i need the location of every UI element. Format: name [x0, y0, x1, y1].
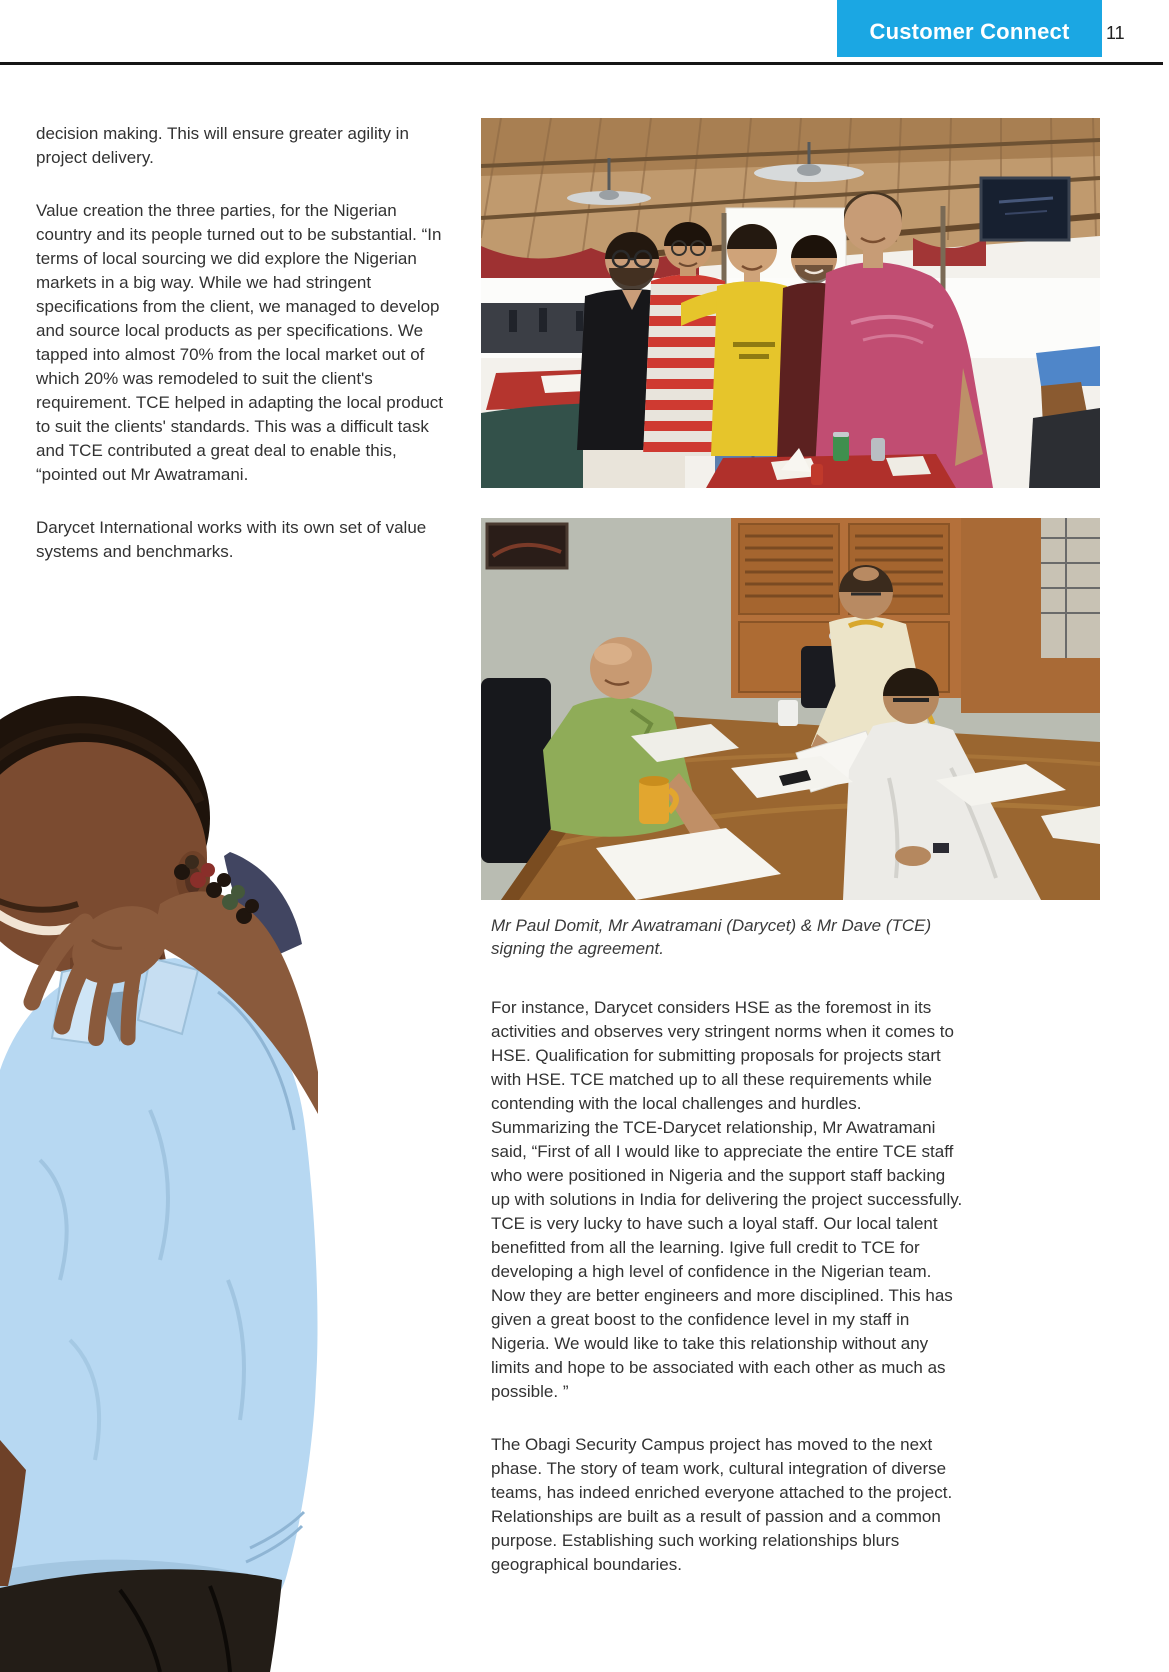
group-photo — [481, 118, 1100, 488]
man-light-blue-polo — [0, 696, 318, 1672]
signing-photo — [481, 518, 1100, 900]
group-photo-illustration — [481, 118, 1100, 488]
body-paragraph: decision making. This will ensure greater agility in project delivery. — [36, 124, 409, 167]
right-text-column — [491, 996, 965, 1606]
page-number: 11 — [1106, 23, 1125, 43]
paper-cup — [778, 700, 798, 726]
blue-table — [1036, 346, 1100, 386]
dark-floor — [1029, 408, 1100, 488]
office-chair — [481, 678, 551, 863]
signing-photo-illustration — [481, 518, 1100, 900]
tv-screen — [981, 178, 1069, 240]
section-title: Customer Connect — [869, 18, 1070, 44]
picture-frame — [487, 524, 567, 568]
body-paragraph: Value creation the three parties, for the Nigerian country and its people turned out to be substantial. “In terms of local sourcing we did explore the Nigerian markets in a big way. While we had stringent specifications from the client, we managed to develop and source local products as per specifications. We tapped into almost 70% from the local market out of which 20% was remodeled to suit the client's requirement. TCE helped in adapting the local product to suit the clients' standards. This was a difficult task and TCE contributed a great deal to enable this, “pointed out Mr Awatramani. — [36, 201, 443, 484]
photo-caption: Mr Paul Domit, Mr Awatramani (Darycet) & Mr Dave (TCE) signing the agreement. — [491, 916, 932, 958]
body-paragraph: The Obagi Security Campus project has moved to the next phase. The story of team work, cultural integration of diverse teams, has indeed enriched everyone attached to the project. Relationships are built as a result of passion and a common purpose. Establishing such working relationships blurs geographical boundaries. — [491, 1435, 953, 1574]
cutout-photo — [0, 640, 320, 1672]
cutout-photo-illustration — [0, 640, 320, 1672]
body-paragraph: Darycet International works with its own set of value systems and benchmarks. — [36, 518, 427, 561]
header-rule — [0, 62, 1163, 65]
body-paragraph: For instance, Darycet considers HSE as the foremost in its activities and observes very stringent norms when it comes to HSE. Qualification for submitting proposals for projects start with HSE. TCE matched up to all these requirements while contending with the local challenges and hurdles. Summarizing the TCE-Darycet relationship, Mr Awatramani said, “First of all I would like to appreciate the entire TCE staff who were positioned in Nigeria and the support staff backing up with solutions in India for delivering the project successfully. TCE is very lucky to have such a loyal staff. Our local talent benefitted from all the learning. Igive full credit to TCE for developing a high level of confidence in the Nigerian team. Now they are better engineers and more disciplined. This has given a great boost to the confidence level in my staff in Nigeria. We would like to take this relationship without any limits and hope to be associated with each other as much as possible. ” — [491, 998, 963, 1401]
section-tab — [837, 0, 1102, 57]
left-text-column — [36, 122, 446, 593]
